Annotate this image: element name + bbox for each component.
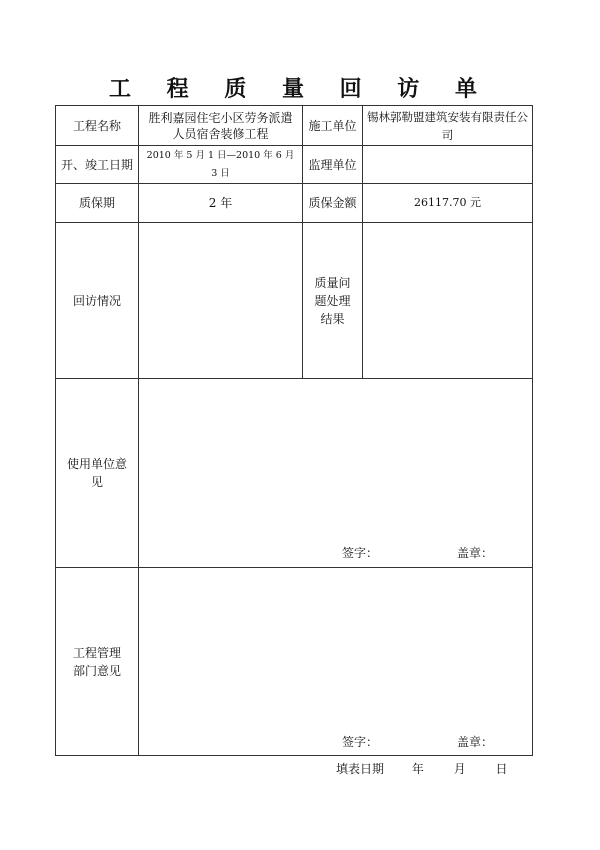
mgmt-seal-label: 盖章： (457, 735, 494, 749)
visit-label: 回访情况 (72, 293, 121, 308)
user-opinion-label: 使用单位意见 (66, 457, 127, 489)
issue-value[interactable] (363, 223, 532, 378)
deposit-value[interactable]: 26117.70 元 (414, 196, 481, 209)
supervisor-value[interactable] (363, 146, 532, 183)
fill-date (336, 760, 508, 777)
user-seal-label: 盖章： (457, 546, 494, 560)
contractor-value[interactable]: 锡林郭勒盟建筑安装有限责任公司 (367, 109, 528, 142)
mgmt-sign-label: 签字： (342, 735, 379, 749)
fill-date-year: 年 (411, 762, 424, 776)
warranty-label: 质保期 (78, 196, 115, 210)
fill-date-month: 月 (453, 762, 466, 776)
visit-value[interactable] (139, 223, 302, 378)
mgmt-opinion-label: 工程管理部门意见 (72, 645, 121, 678)
project-name-label: 工程名称 (72, 118, 121, 133)
supervisor-label: 监理单位 (308, 157, 357, 172)
fill-date-day: 日 (495, 762, 508, 776)
dates-value[interactable]: 2010 年 5 月 1 日—2010 年 6 月 3 日 (146, 149, 295, 179)
contractor-label: 施工单位 (308, 118, 357, 133)
user-opinion-area[interactable] (139, 379, 532, 567)
warranty-value[interactable]: 2 年 (208, 196, 233, 210)
dates-label: 开、竣工日期 (60, 157, 133, 172)
issue-label: 质量问题处理结果 (314, 275, 351, 326)
mgmt-opinion-area[interactable] (139, 568, 532, 755)
page-title: 工 程 质 量 回 访 单 (109, 77, 491, 102)
deposit-label: 质保金额 (308, 196, 357, 210)
project-name-value[interactable]: 胜利嘉园住宅小区劳务派遣人员宿舍装修工程 (148, 110, 293, 141)
fill-date-label: 填表日期 (336, 762, 385, 776)
user-sign-label: 签字： (342, 546, 379, 560)
